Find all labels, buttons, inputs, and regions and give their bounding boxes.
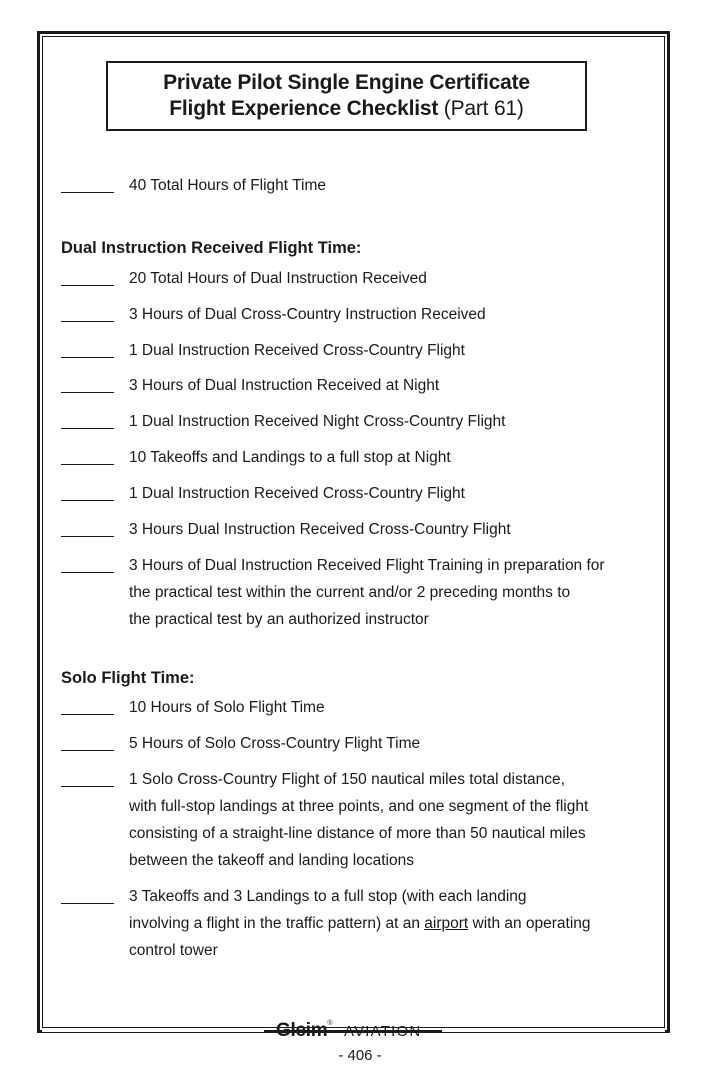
checkbox-blank[interactable] (61, 172, 114, 193)
footer (0, 1020, 720, 1044)
item-text (129, 883, 649, 964)
checkbox-blank[interactable] (61, 694, 114, 715)
checkbox-blank[interactable] (61, 408, 114, 429)
item-text-part: with an operating control tower (129, 915, 591, 959)
item-text-part: 3 Takeoffs and 3 Landings to a full stop (with each landing involving a flight in the traffic pattern) at an (129, 888, 527, 932)
footer-rule (42, 1027, 264, 1033)
gleim-logo (276, 1020, 332, 1042)
checkbox-blank[interactable] (61, 372, 114, 393)
title-line-2 (108, 96, 585, 122)
item-text: 10 Takeoffs and Landings to a full stop at Night (129, 449, 451, 466)
checkbox-blank[interactable] (61, 337, 114, 358)
item-text: 1 Dual Instruction Received Cross-Country Flight (129, 485, 465, 502)
item-text: 3 Hours of Dual Instruction Received Flight Training in preparation for the practical test within the current and/or 2 preceding months to the practical test by an authorized instructor (129, 557, 605, 628)
title-part: (Part 61) (443, 97, 524, 120)
item-text: 3 Hours of Dual Cross-Country Instruction Received (129, 306, 486, 323)
item-text: 40 Total Hours of Flight Time (129, 177, 326, 194)
checkbox-blank[interactable] (61, 480, 114, 501)
checkbox-blank[interactable] (61, 730, 114, 751)
airport-link[interactable]: airport (424, 915, 469, 932)
checkbox-blank[interactable] (61, 766, 114, 787)
title-box (106, 61, 587, 131)
item-text: 1 Dual Instruction Received Night Cross-Country Flight (129, 413, 506, 430)
item-text: 20 Total Hours of Dual Instruction Received (129, 270, 427, 287)
aviation-label: AVIATION (344, 1023, 422, 1040)
section-heading-solo: Solo Flight Time: (61, 669, 195, 687)
section-heading-dual: Dual Instruction Received Flight Time: (61, 239, 362, 257)
item-text: 1 Solo Cross-Country Flight of 150 nautical miles total distance, with full-stop landings at three points, and one segment of the flight consisting of a straight-line distance of more than 50 nautical miles between the takeoff and landing locations (129, 771, 589, 869)
item-text: 10 Hours of Solo Flight Time (129, 699, 325, 716)
item-text: 5 Hours of Solo Cross-Country Flight Time (129, 735, 421, 752)
checkbox-blank[interactable] (61, 552, 114, 573)
checkbox-blank[interactable] (61, 444, 114, 465)
checkbox-blank[interactable] (61, 265, 114, 286)
checkbox-blank[interactable] (61, 301, 114, 322)
brand-name: Gleim (276, 1020, 328, 1041)
footer-rule (442, 1027, 665, 1033)
item-text: 1 Dual Instruction Received Cross-Country Flight (129, 342, 465, 359)
item-text: 3 Hours Dual Instruction Received Cross-Country Flight (129, 521, 511, 538)
page-number: - 406 - (338, 1047, 382, 1064)
title-bold: Flight Experience Checklist (169, 97, 439, 120)
item-text: 3 Hours of Dual Instruction Received at Night (129, 377, 440, 394)
trademark: ® (327, 1020, 333, 1027)
checkbox-blank[interactable] (61, 516, 114, 537)
checkbox-blank[interactable] (61, 883, 114, 904)
title-line-1: Private Pilot Single Engine Certificate (163, 71, 530, 94)
